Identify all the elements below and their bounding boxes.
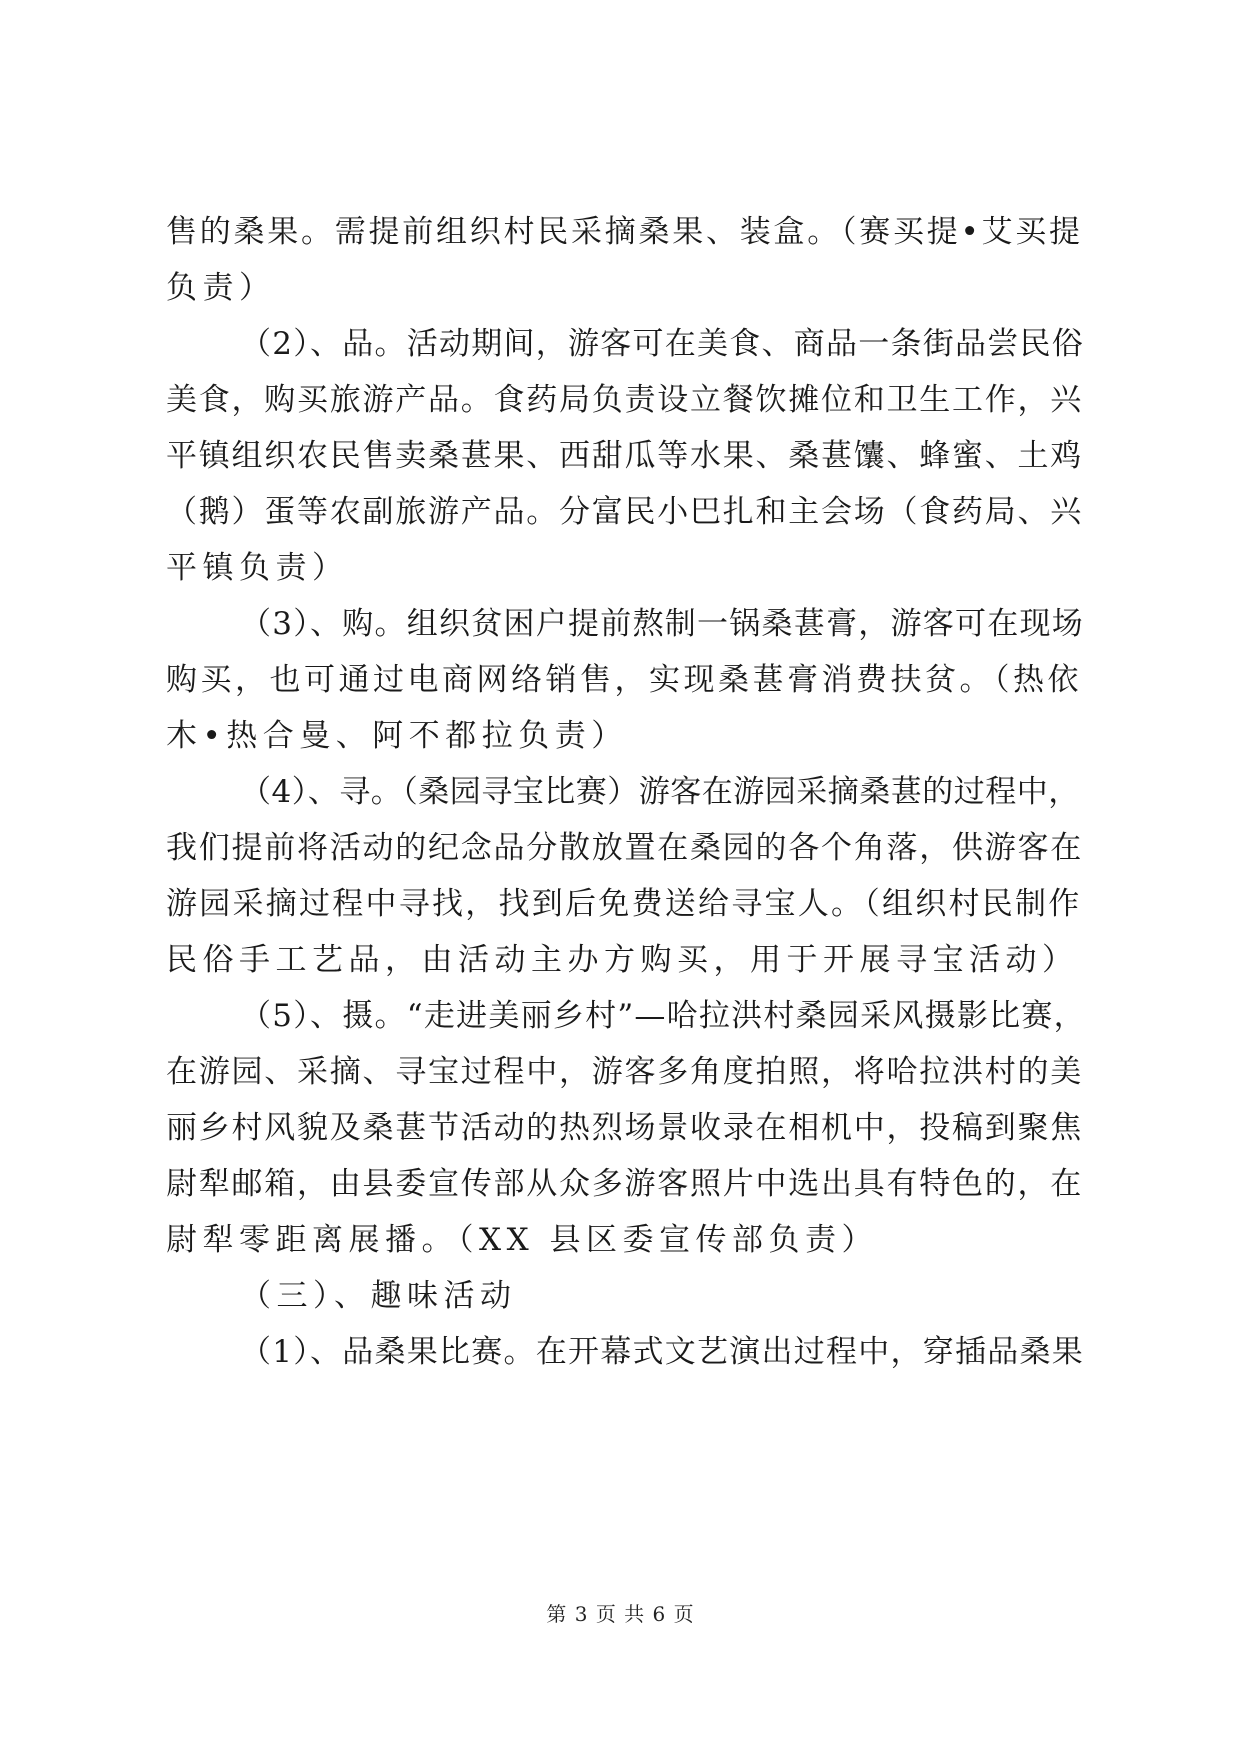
text-line: 平镇组织农民售卖桑葚果、西甜瓜等水果、桑葚馕、蜂蜜、土鸡: [166, 438, 1083, 474]
page-number-footer: 第 3 页 共 6 页: [546, 1602, 695, 1626]
text-line: （3）、购。组织贫困户提前熬制一锅桑葚膏，游客可在现场: [240, 606, 1084, 642]
text-line: 负责）: [166, 270, 276, 306]
text-line: （5）、摄。“走进美丽乡村”—哈拉洪村桑园采风摄影比赛，: [240, 998, 1086, 1034]
text-line: （鹅）蛋等农副旅游产品。分富民小巴扎和主会场（食药局、兴: [166, 494, 1083, 530]
section-heading: （三）、趣味活动: [240, 1278, 517, 1314]
text-line: 游园采摘过程中寻找，找到后免费送给寻宝人。（组织村民制作: [166, 886, 1082, 922]
text-line: 在游园、采摘、寻宝过程中，游客多角度拍照，将哈拉洪村的美: [166, 1054, 1083, 1090]
text-line: 美食，购买旅游产品。食药局负责设立餐饮摊位和卫生工作，兴: [166, 382, 1083, 418]
text-line: 我们提前将活动的纪念品分散放置在桑园的各个角落，供游客在: [166, 830, 1083, 866]
text-line: 民俗手工艺品，由活动主办方购买，用于开展寻宝活动）: [166, 942, 1079, 978]
text-line: （2）、品。活动期间，游客可在美食、商品一条街品尝民俗: [240, 326, 1084, 362]
text-line: 尉犁零距离展播。（XX 县区委宣传部负责）: [166, 1222, 878, 1258]
text-line: （4）、寻。（桑园寻宝比赛）游客在游园采摘桑葚的过程中，: [240, 774, 1080, 810]
text-line: 购买，也可通过电商网络销售，实现桑葚膏消费扶贫。（热依: [166, 662, 1082, 698]
text-line: 木•热合曼、阿不都拉负责）: [166, 718, 628, 754]
text-line: （1）、品桑果比赛。在开幕式文艺演出过程中，穿插品桑果: [240, 1334, 1084, 1370]
text-line: 尉犁邮箱，由县委宣传部从众多游客照片中选出具有特色的，在: [166, 1166, 1083, 1202]
text-line: 售的桑果。需提前组织村民采摘桑果、装盒。（赛买提•艾买提: [166, 214, 1083, 250]
text-line: 丽乡村风貌及桑葚节活动的热烈场景收录在相机中，投稿到聚焦: [166, 1110, 1083, 1146]
text-line: 平镇负责）: [166, 550, 349, 586]
